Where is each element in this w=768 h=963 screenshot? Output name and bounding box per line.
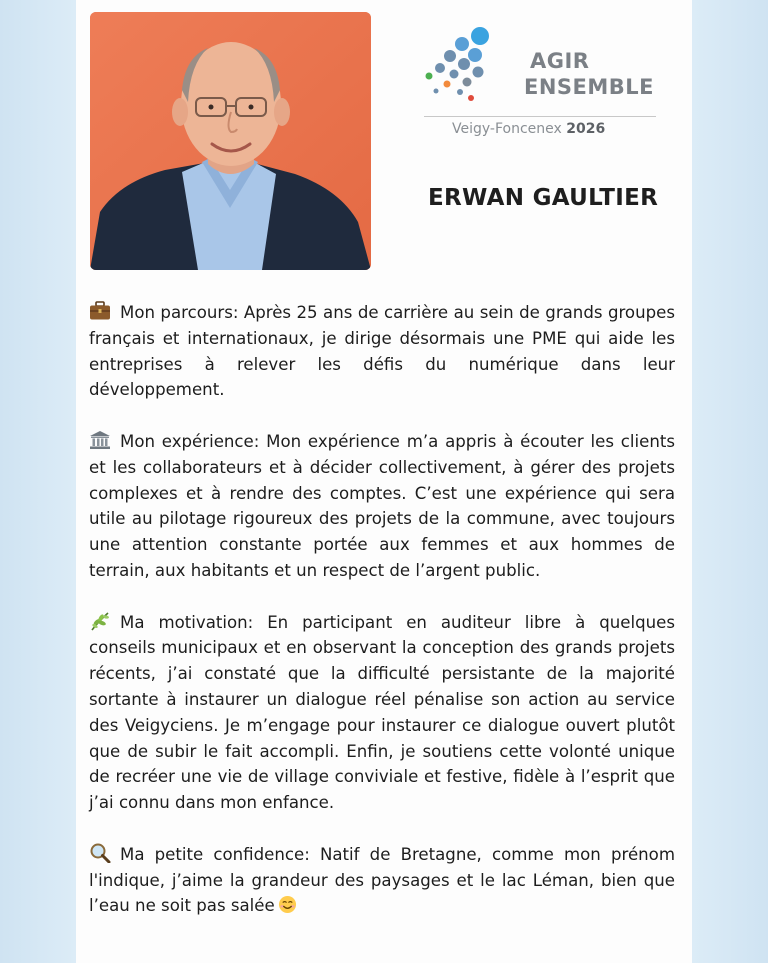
- agir-ensemble-logo: [414, 26, 654, 116]
- locality-name: Veigy-Foncenex: [452, 121, 562, 137]
- locality-year: 2026: [566, 121, 606, 137]
- section-confidence-text: Ma petite confidence: Natif de Bretagne, comme mon prénom l'indique, j’aime la grandeur des paysages et le lac Léman, bien que l’eau ne soit pas salée: [89, 844, 675, 916]
- logo-line-ensemble: ENSEMBLE: [524, 75, 655, 99]
- smiling-face-icon: [278, 895, 297, 914]
- locality-label: [452, 121, 605, 137]
- logo-dots-icon: [414, 26, 524, 116]
- herb-icon: [89, 611, 111, 631]
- section-motivation: [89, 610, 675, 816]
- classical-building-icon: [89, 430, 111, 450]
- logo-wordmark: [524, 48, 654, 100]
- section-confidence: [89, 842, 675, 919]
- candidate-card: [76, 0, 692, 963]
- bio-content: [89, 300, 675, 945]
- briefcase-icon: [89, 301, 111, 321]
- candidate-photo: [90, 12, 371, 270]
- section-experience-text: Mon expérience: Mon expérience m’a appris à écouter les clients et les collaborateurs et à décider collectivement, à gérer des projets complexes et à rendre des comptes. C’est une expérience qui sera utile au pilotage rigoureux des projets de la commune, avec toujours une attention constante portée aux femmes et aux hommes de terrain, aux habitants et un respect de l’argent public.: [89, 431, 675, 580]
- portrait-illustration: [90, 12, 371, 270]
- section-parcours-text: Mon parcours: Après 25 ans de carrière au sein de grands groupes français et internationaux, je dirige désormais une PME qui aide les entreprises à relever les défis du numérique dans leur développement.: [89, 303, 675, 400]
- logo-line-agir: AGIR: [530, 49, 590, 73]
- section-experience: [89, 429, 675, 584]
- logo-divider: [424, 116, 656, 117]
- section-motivation-text: Ma motivation: En participant en auditeur libre à quelques conseils municipaux et en observant la conception des grands projets récents, j’ai constaté que la difficulté persistante de la majorité sortante à instaurer un dialogue réel pénalise son action au service des Veigyciens. Je m’engage pour instaurer ce dialogue ouvert plutôt que de subir le fait accompli. Enfin, je soutiens cette volonté unique de recréer une vie de village conviviale et festive, fidèle à l’esprit que j’ai connu dans mon enfance.: [89, 612, 675, 813]
- section-parcours: [89, 300, 675, 403]
- candidate-name: ERWAN GAULTIER: [428, 185, 659, 211]
- magnifying-glass-icon: [89, 843, 111, 863]
